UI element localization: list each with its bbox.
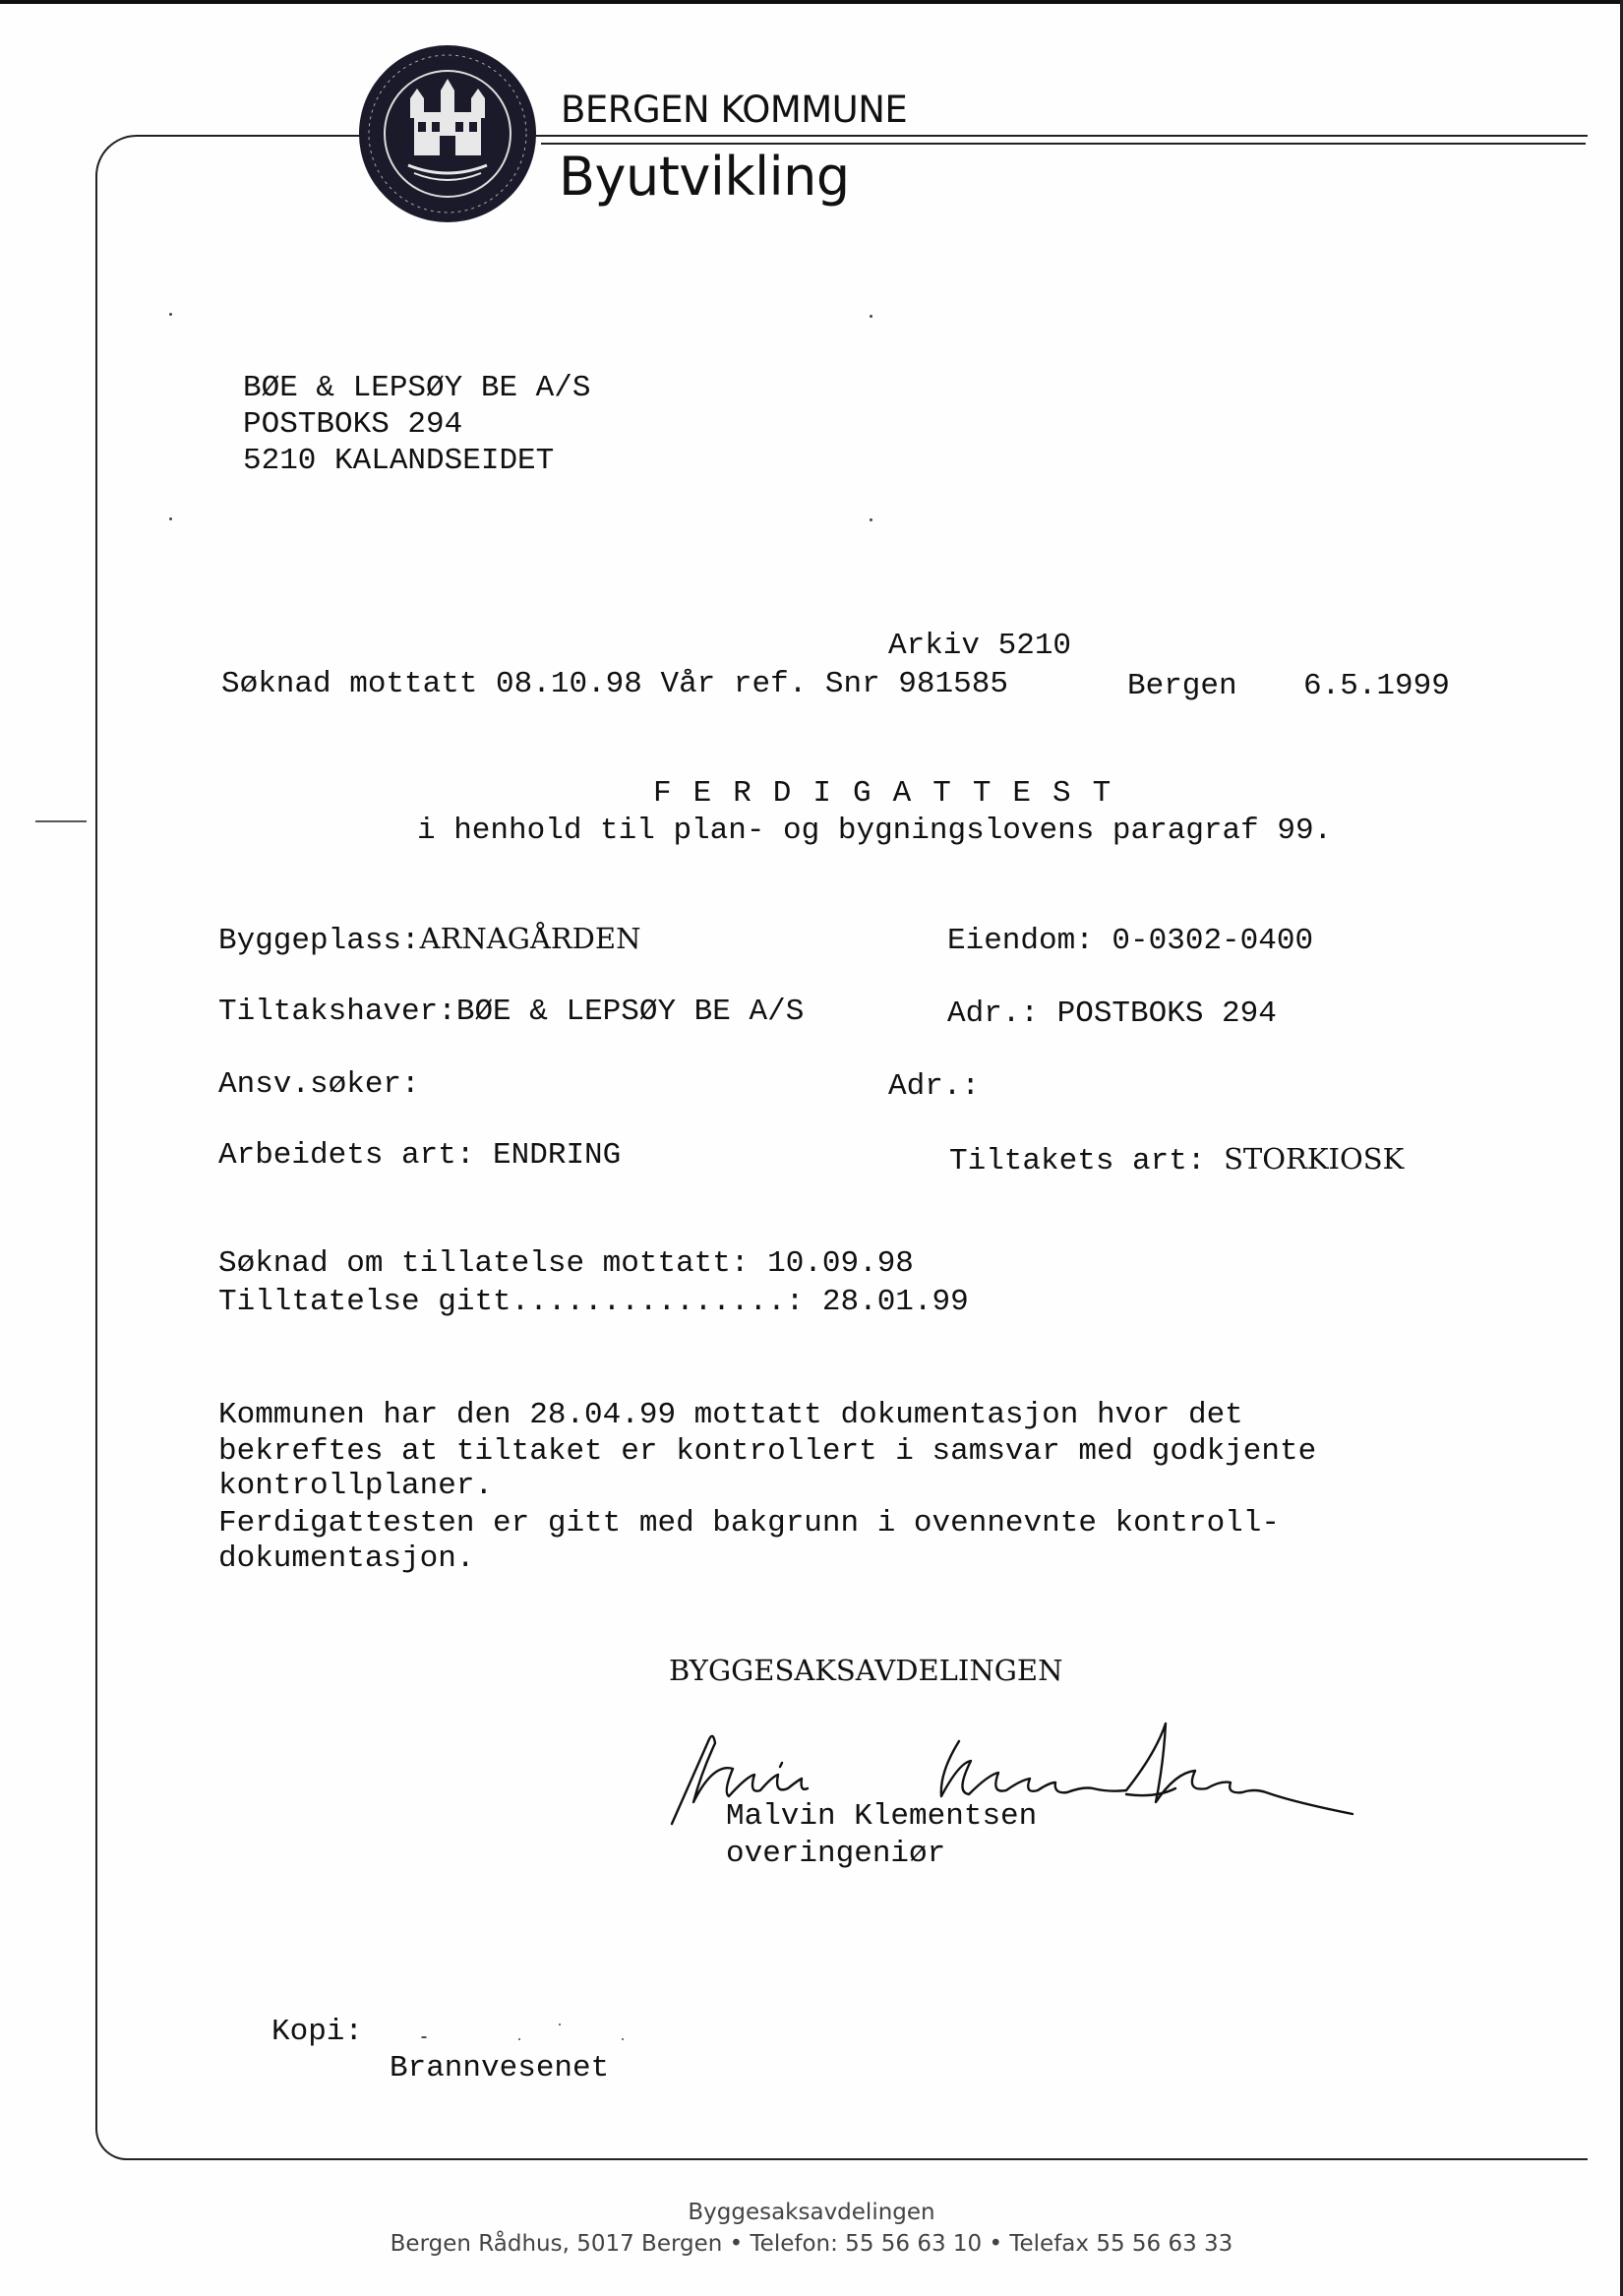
- ansv-soker-address: Adr.:: [888, 1069, 981, 1104]
- tiltakets-art-field: [949, 1141, 1404, 1179]
- tiltakets-art-value: STORKIOSK: [1224, 1142, 1405, 1176]
- fold-mark: [35, 820, 87, 822]
- header-rule: [541, 143, 1586, 145]
- copy-label: Kopi:: [271, 2015, 364, 2049]
- speck: [559, 2024, 561, 2025]
- speck: [518, 2038, 520, 2040]
- city-seal-logo: [357, 43, 538, 224]
- recipient-city: 5210 KALANDSEIDET: [243, 444, 555, 478]
- body-line: dokumentasjon.: [218, 1541, 475, 1576]
- page-top-edge: [0, 0, 1623, 4]
- received-ref: Søknad mottatt 08.10.98 Vår ref. Snr 981585: [221, 667, 1008, 701]
- body-line: Kommunen har den 28.04.99 mottatt dokumentasjon hvor det: [218, 1398, 1243, 1432]
- speck: [169, 517, 172, 520]
- tiltakshaver-address: Adr.: POSTBOKS 294: [947, 997, 1277, 1031]
- speck: [421, 2036, 427, 2038]
- speck: [870, 518, 872, 521]
- copy-recipient: Brannvesenet: [390, 2051, 610, 2085]
- body-line: kontrollplaner.: [218, 1469, 494, 1503]
- ansv-soker-field: Ansv.søker:: [218, 1067, 420, 1102]
- byggeplass-field: [218, 921, 640, 959]
- header-department: Byutvikling: [559, 146, 850, 208]
- archive-ref: Arkiv 5210: [888, 629, 1072, 663]
- speck: [622, 2038, 624, 2040]
- signatory-title: overingeniør: [726, 1837, 946, 1871]
- footer-department: Byggesaksavdelingen: [688, 2200, 935, 2225]
- document-title: FERDIGATTEST: [653, 776, 1133, 811]
- tiltakshaver-field: [218, 994, 804, 1030]
- tiltakets-art-label: Tiltakets art:: [949, 1144, 1206, 1178]
- eiendom-field: Eiendom: 0-0302-0400: [947, 924, 1314, 958]
- signature-department: BYGGESAKSAVDELINGEN: [669, 1654, 1063, 1687]
- tiltakshaver-value: BØE & LEPSØY BE A/S: [455, 995, 805, 1029]
- speck: [870, 315, 872, 318]
- tiltakshaver-label: Tiltakshaver:: [218, 995, 456, 1029]
- byggeplass-label: Byggeplass:: [218, 924, 420, 958]
- body-line: Ferdigattesten er gitt med bakgrunn i ovennevnte kontroll-: [218, 1506, 1280, 1541]
- document-subtitle: i henhold til plan- og bygningslovens paragraf 99.: [417, 814, 1333, 848]
- arbeidets-art-field: Arbeidets art: ENDRING: [218, 1138, 622, 1173]
- byggeplass-value: ARNAGÅRDEN: [419, 922, 641, 955]
- application-received: Søknad om tillatelse mottatt: 10.09.98: [218, 1246, 914, 1281]
- body-line: bekreftes at tiltaket er kontrollert i samsvar med godkjente: [218, 1434, 1317, 1469]
- recipient-postbox: POSTBOKS 294: [243, 407, 463, 442]
- speck: [169, 313, 172, 316]
- permit-given: Tilltatelse gitt...............: 28.01.99: [218, 1285, 969, 1319]
- recipient-name: BØE & LEPSØY BE A/S: [243, 371, 591, 405]
- header-org-name: BERGEN KOMMUNE: [561, 89, 908, 131]
- footer-contact: Bergen Rådhus, 5017 Bergen • Telefon: 55 56 63 10 • Telefax 55 56 63 33: [390, 2231, 1233, 2257]
- signatory-name: Malvin Klementsen: [726, 1799, 1038, 1834]
- letter-place: Bergen: [1127, 669, 1237, 703]
- letter-date: 6.5.1999: [1303, 669, 1450, 703]
